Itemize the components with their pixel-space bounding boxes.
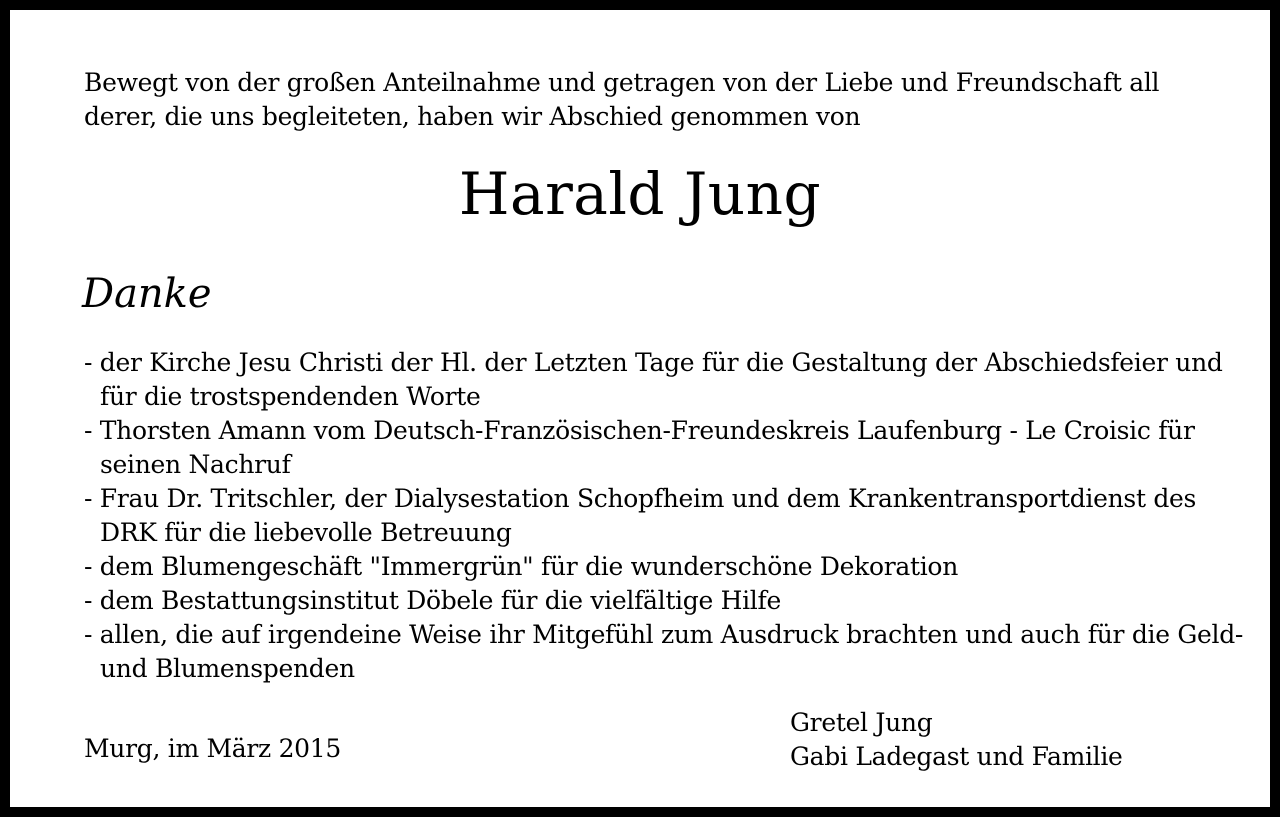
- thanks-list: [84, 346, 1244, 686]
- thanks-heading: Danke: [82, 271, 212, 317]
- thanks-item: - dem Blumengeschäft "Immergrün" für die wunderschöne Dekoration: [84, 552, 958, 581]
- thanks-item: - der Kirche Jesu Christi der Hl. der Letzten Tage für die Gestaltung der Abschiedsfeier und für die trostspendenden Worte: [84, 348, 1223, 411]
- deceased-name: Harald Jung: [458, 160, 822, 228]
- thanks-item: - allen, die auf irgendeine Weise ihr Mitgefühl zum Ausdruck brachten und auch für die Geld- und Blumenspenden: [84, 620, 1244, 683]
- thanks-item: - dem Bestattungsinstitut Döbele für die vielfältige Hilfe: [84, 586, 781, 615]
- thanks-item: - Frau Dr. Tritschler, der Dialysestation Schopfheim und dem Krankentransportdienst des DRK für die liebevolle Betreuung: [84, 484, 1197, 547]
- signer-name: Gabi Ladegast und Familie: [790, 742, 1123, 771]
- thanks-item: - Thorsten Amann vom Deutsch-Französischen-Freundeskreis Laufenburg - Le Croisic für seinen Nachruf: [84, 416, 1195, 479]
- place-date: Murg, im März 2015: [84, 734, 341, 763]
- signer-name: Gretel Jung: [790, 708, 933, 737]
- intro-text: Bewegt von der großen Anteilnahme und getragen von der Liebe und Freundschaft all derer, die uns begleiteten, haben wir Abschied genommen von: [84, 68, 1160, 131]
- signers: [790, 706, 1123, 774]
